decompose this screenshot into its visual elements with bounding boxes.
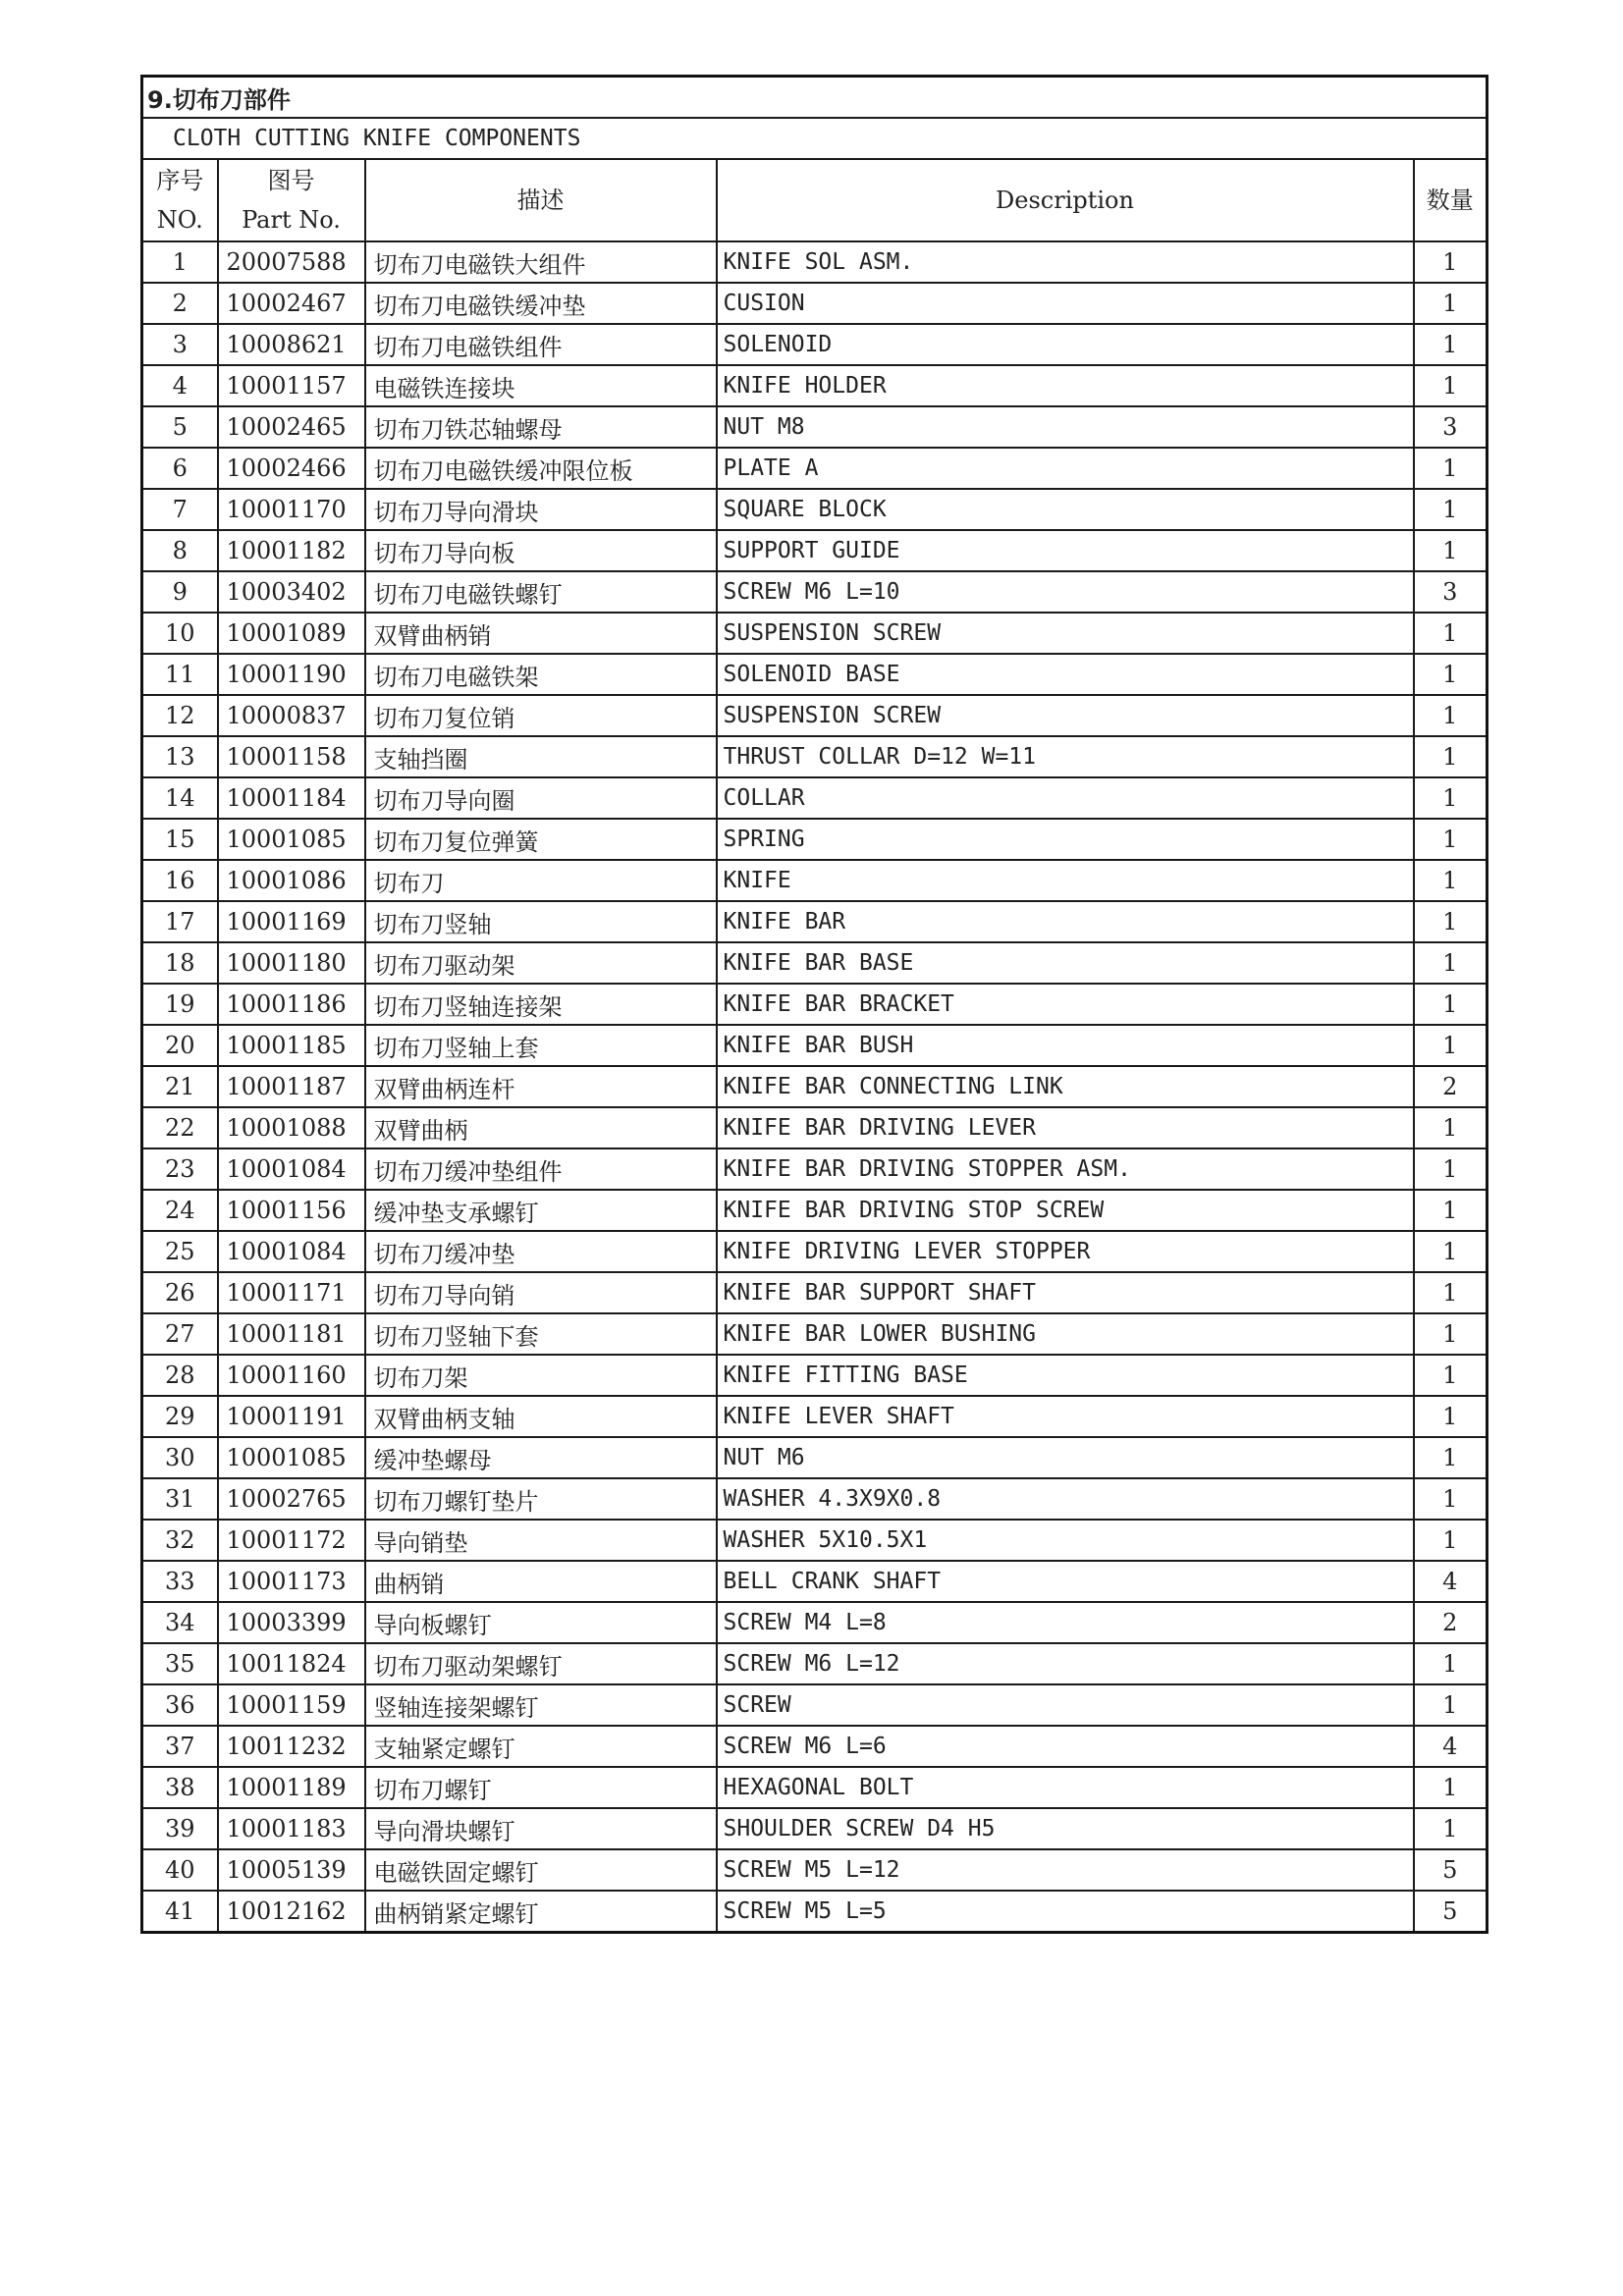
quantity: 1 (1414, 777, 1488, 819)
description-cn: 支轴紧定螺钉 (365, 1726, 717, 1767)
description-cn: 切布刀电磁铁组件 (365, 324, 717, 365)
row-number: 10 (142, 613, 218, 654)
row-number: 20 (142, 1025, 218, 1066)
description-en: KNIFE BAR BUSH (717, 1025, 1414, 1066)
part-number: 10001185 (218, 1025, 365, 1066)
description-en: KNIFE BAR DRIVING STOP SCREW (717, 1190, 1414, 1231)
row-number: 5 (142, 406, 218, 448)
table-row (142, 406, 1488, 448)
description-en: KNIFE BAR BRACKET (717, 984, 1414, 1025)
row-number: 15 (142, 819, 218, 860)
description-cn: 切布刀导向滑块 (365, 489, 717, 530)
description-en: KNIFE BAR SUPPORT SHAFT (717, 1272, 1414, 1313)
table-row (142, 1355, 1488, 1396)
section-title-row (142, 77, 1488, 119)
header-no (142, 159, 218, 241)
description-cn: 切布刀螺钉 (365, 1767, 717, 1808)
part-number: 10001089 (218, 613, 365, 654)
table-row (142, 448, 1488, 489)
description-cn: 切布刀电磁铁缓冲限位板 (365, 448, 717, 489)
part-number: 10001158 (218, 736, 365, 777)
row-number: 8 (142, 530, 218, 571)
row-number: 28 (142, 1355, 218, 1396)
row-number: 18 (142, 942, 218, 984)
parts-table (140, 75, 1488, 1934)
description-cn: 缓冲垫支承螺钉 (365, 1190, 717, 1231)
table-row (142, 365, 1488, 406)
table-row (142, 654, 1488, 695)
part-number: 10012162 (218, 1891, 365, 1933)
description-en: SCREW M5 L=5 (717, 1891, 1414, 1933)
quantity: 1 (1414, 695, 1488, 736)
quantity: 1 (1414, 942, 1488, 984)
row-number: 6 (142, 448, 218, 489)
quantity: 1 (1414, 365, 1488, 406)
table-row (142, 324, 1488, 365)
row-number: 13 (142, 736, 218, 777)
table-row (142, 1726, 1488, 1767)
description-cn: 双臂曲柄支轴 (365, 1396, 717, 1437)
description-en: NUT M8 (717, 406, 1414, 448)
row-number: 35 (142, 1643, 218, 1684)
quantity: 5 (1414, 1891, 1488, 1933)
quantity: 1 (1414, 1313, 1488, 1355)
header-no-en: NO. (156, 206, 203, 234)
part-number: 10001084 (218, 1231, 365, 1272)
part-number: 10001190 (218, 654, 365, 695)
part-number: 10003399 (218, 1602, 365, 1643)
quantity: 1 (1414, 1107, 1488, 1148)
description-en: SCREW M6 L=6 (717, 1726, 1414, 1767)
quantity: 1 (1414, 984, 1488, 1025)
row-number: 27 (142, 1313, 218, 1355)
quantity: 2 (1414, 1066, 1488, 1107)
row-number: 30 (142, 1437, 218, 1478)
row-number: 11 (142, 654, 218, 695)
table-row (142, 942, 1488, 984)
row-number: 33 (142, 1561, 218, 1602)
quantity: 1 (1414, 1272, 1488, 1313)
table-row (142, 1190, 1488, 1231)
description-cn: 导向销垫 (365, 1520, 717, 1561)
table-row (142, 1066, 1488, 1107)
row-number: 24 (142, 1190, 218, 1231)
part-number: 10000837 (218, 695, 365, 736)
quantity: 1 (1414, 654, 1488, 695)
table-row (142, 1107, 1488, 1148)
quantity: 1 (1414, 1231, 1488, 1272)
description-en: WASHER 5X10.5X1 (717, 1520, 1414, 1561)
part-number: 10002765 (218, 1478, 365, 1520)
table-row (142, 1808, 1488, 1849)
section-title: 9.切布刀部件 (142, 77, 1488, 119)
part-number: 10001172 (218, 1520, 365, 1561)
row-number: 36 (142, 1684, 218, 1726)
description-cn: 曲柄销 (365, 1561, 717, 1602)
part-number: 10001085 (218, 1437, 365, 1478)
description-cn: 切布刀驱动架 (365, 942, 717, 984)
quantity: 3 (1414, 571, 1488, 613)
part-number: 10011232 (218, 1726, 365, 1767)
quantity: 1 (1414, 860, 1488, 901)
part-number: 10003402 (218, 571, 365, 613)
description-en: SQUARE BLOCK (717, 489, 1414, 530)
description-en: SOLENOID (717, 324, 1414, 365)
description-cn: 切布刀架 (365, 1355, 717, 1396)
table-row (142, 530, 1488, 571)
quantity: 1 (1414, 489, 1488, 530)
quantity: 1 (1414, 1478, 1488, 1520)
description-cn: 切布刀导向圈 (365, 777, 717, 819)
column-header-row (142, 159, 1488, 241)
part-number: 10001160 (218, 1355, 365, 1396)
quantity: 1 (1414, 1808, 1488, 1849)
description-cn: 双臂曲柄 (365, 1107, 717, 1148)
description-en: SOLENOID BASE (717, 654, 1414, 695)
part-number: 10001084 (218, 1148, 365, 1190)
header-part (218, 159, 365, 241)
quantity: 1 (1414, 448, 1488, 489)
part-number: 10002467 (218, 283, 365, 324)
row-number: 3 (142, 324, 218, 365)
description-cn: 切布刀导向销 (365, 1272, 717, 1313)
part-number: 10001156 (218, 1190, 365, 1231)
description-en: KNIFE SOL ASM. (717, 241, 1414, 283)
table-row (142, 819, 1488, 860)
part-number: 20007588 (218, 241, 365, 283)
part-number: 10001187 (218, 1066, 365, 1107)
table-row (142, 1520, 1488, 1561)
part-number: 10001086 (218, 860, 365, 901)
part-number: 10001173 (218, 1561, 365, 1602)
description-cn: 切布刀铁芯轴螺母 (365, 406, 717, 448)
table-row (142, 777, 1488, 819)
description-en: KNIFE BAR LOWER BUSHING (717, 1313, 1414, 1355)
description-en: SCREW (717, 1684, 1414, 1726)
table-row (142, 695, 1488, 736)
table-row (142, 1231, 1488, 1272)
description-en: NUT M6 (717, 1437, 1414, 1478)
header-qty: 数量 (1414, 159, 1488, 241)
part-number: 10001088 (218, 1107, 365, 1148)
table-row (142, 1602, 1488, 1643)
quantity: 1 (1414, 901, 1488, 942)
part-number: 10008621 (218, 324, 365, 365)
description-en: KNIFE (717, 860, 1414, 901)
description-en: THRUST COLLAR D=12 W=11 (717, 736, 1414, 777)
row-number: 1 (142, 241, 218, 283)
table-row (142, 984, 1488, 1025)
part-number: 10001157 (218, 365, 365, 406)
description-cn: 切布刀竖轴上套 (365, 1025, 717, 1066)
part-number: 10001191 (218, 1396, 365, 1437)
table-row (142, 1849, 1488, 1891)
row-number: 31 (142, 1478, 218, 1520)
description-en: HEXAGONAL BOLT (717, 1767, 1414, 1808)
part-number: 10002465 (218, 406, 365, 448)
description-en: KNIFE FITTING BASE (717, 1355, 1414, 1396)
description-en: KNIFE HOLDER (717, 365, 1414, 406)
part-number: 10001184 (218, 777, 365, 819)
row-number: 22 (142, 1107, 218, 1148)
row-number: 34 (142, 1602, 218, 1643)
row-number: 38 (142, 1767, 218, 1808)
row-number: 4 (142, 365, 218, 406)
description-cn: 导向板螺钉 (365, 1602, 717, 1643)
description-cn: 切布刀导向板 (365, 530, 717, 571)
description-en: COLLAR (717, 777, 1414, 819)
description-en: SCREW M6 L=10 (717, 571, 1414, 613)
row-number: 40 (142, 1849, 218, 1891)
table-row (142, 1396, 1488, 1437)
description-cn: 支轴挡圈 (365, 736, 717, 777)
description-en: SCREW M6 L=12 (717, 1643, 1414, 1684)
row-number: 32 (142, 1520, 218, 1561)
description-cn: 切布刀竖轴下套 (365, 1313, 717, 1355)
quantity: 1 (1414, 613, 1488, 654)
part-number: 10001181 (218, 1313, 365, 1355)
description-en: SUSPENSION SCREW (717, 695, 1414, 736)
part-number: 10005139 (218, 1849, 365, 1891)
part-number: 10001171 (218, 1272, 365, 1313)
quantity: 1 (1414, 736, 1488, 777)
row-number: 9 (142, 571, 218, 613)
row-number: 26 (142, 1272, 218, 1313)
part-number: 10001159 (218, 1684, 365, 1726)
header-desc-en: Description (717, 159, 1414, 241)
row-number: 29 (142, 1396, 218, 1437)
table-row (142, 1561, 1488, 1602)
description-cn: 切布刀电磁铁缓冲垫 (365, 283, 717, 324)
row-number: 25 (142, 1231, 218, 1272)
table-row (142, 1148, 1488, 1190)
section-subtitle: CLOTH CUTTING KNIFE COMPONENTS (142, 118, 1488, 159)
part-number: 10001180 (218, 942, 365, 984)
description-cn: 切布刀缓冲垫组件 (365, 1148, 717, 1190)
quantity: 1 (1414, 283, 1488, 324)
quantity: 1 (1414, 1025, 1488, 1066)
description-cn: 切布刀 (365, 860, 717, 901)
quantity: 1 (1414, 1437, 1488, 1478)
description-cn: 切布刀复位销 (365, 695, 717, 736)
row-number: 14 (142, 777, 218, 819)
quantity: 1 (1414, 1355, 1488, 1396)
description-en: CUSION (717, 283, 1414, 324)
table-row (142, 1437, 1488, 1478)
row-number: 23 (142, 1148, 218, 1190)
row-number: 21 (142, 1066, 218, 1107)
description-cn: 切布刀缓冲垫 (365, 1231, 717, 1272)
description-cn: 切布刀复位弹簧 (365, 819, 717, 860)
table-row (142, 571, 1488, 613)
table-row (142, 1684, 1488, 1726)
table-row (142, 1643, 1488, 1684)
description-en: KNIFE BAR DRIVING STOPPER ASM. (717, 1148, 1414, 1190)
quantity: 1 (1414, 1190, 1488, 1231)
row-number: 12 (142, 695, 218, 736)
description-cn: 电磁铁连接块 (365, 365, 717, 406)
table-row (142, 489, 1488, 530)
description-cn: 竖轴连接架螺钉 (365, 1684, 717, 1726)
description-cn: 切布刀竖轴连接架 (365, 984, 717, 1025)
description-en: BELL CRANK SHAFT (717, 1561, 1414, 1602)
description-en: KNIFE BAR BASE (717, 942, 1414, 984)
description-en: KNIFE DRIVING LEVER STOPPER (717, 1231, 1414, 1272)
description-cn: 切布刀电磁铁大组件 (365, 241, 717, 283)
part-number: 10001170 (218, 489, 365, 530)
description-en: SUSPENSION SCREW (717, 613, 1414, 654)
parts-table-body (142, 241, 1488, 1933)
row-number: 16 (142, 860, 218, 901)
table-row (142, 860, 1488, 901)
description-cn: 双臂曲柄连杆 (365, 1066, 717, 1107)
part-number: 10002466 (218, 448, 365, 489)
table-row (142, 1272, 1488, 1313)
part-number: 10001183 (218, 1808, 365, 1849)
part-number: 10001182 (218, 530, 365, 571)
description-en: SCREW M4 L=8 (717, 1602, 1414, 1643)
quantity: 1 (1414, 1643, 1488, 1684)
quantity: 1 (1414, 1684, 1488, 1726)
description-cn: 双臂曲柄销 (365, 613, 717, 654)
description-en: SPRING (717, 819, 1414, 860)
header-part-cn: 图号 (267, 167, 315, 194)
description-en: WASHER 4.3X9X0.8 (717, 1478, 1414, 1520)
row-number: 41 (142, 1891, 218, 1933)
part-number: 10001189 (218, 1767, 365, 1808)
description-cn: 切布刀竖轴 (365, 901, 717, 942)
section-subtitle-row (142, 118, 1488, 159)
table-row (142, 283, 1488, 324)
table-row (142, 1313, 1488, 1355)
quantity: 1 (1414, 1148, 1488, 1190)
description-en: SHOULDER SCREW D4 H5 (717, 1808, 1414, 1849)
table-row (142, 1025, 1488, 1066)
quantity: 1 (1414, 530, 1488, 571)
quantity: 2 (1414, 1602, 1488, 1643)
description-en: KNIFE BAR (717, 901, 1414, 942)
row-number: 37 (142, 1726, 218, 1767)
quantity: 1 (1414, 241, 1488, 283)
description-en: SUPPORT GUIDE (717, 530, 1414, 571)
row-number: 17 (142, 901, 218, 942)
table-row (142, 901, 1488, 942)
table-row (142, 1478, 1488, 1520)
quantity: 1 (1414, 819, 1488, 860)
description-en: PLATE A (717, 448, 1414, 489)
quantity: 1 (1414, 324, 1488, 365)
quantity: 1 (1414, 1396, 1488, 1437)
row-number: 19 (142, 984, 218, 1025)
row-number: 39 (142, 1808, 218, 1849)
description-cn: 缓冲垫螺母 (365, 1437, 717, 1478)
row-number: 7 (142, 489, 218, 530)
quantity: 3 (1414, 406, 1488, 448)
table-row (142, 613, 1488, 654)
part-number: 10011824 (218, 1643, 365, 1684)
table-row (142, 1891, 1488, 1933)
description-cn: 切布刀驱动架螺钉 (365, 1643, 717, 1684)
quantity: 5 (1414, 1849, 1488, 1891)
description-cn: 切布刀电磁铁架 (365, 654, 717, 695)
description-en: SCREW M5 L=12 (717, 1849, 1414, 1891)
quantity: 4 (1414, 1726, 1488, 1767)
description-cn: 电磁铁固定螺钉 (365, 1849, 717, 1891)
table-row (142, 736, 1488, 777)
quantity: 4 (1414, 1561, 1488, 1602)
row-number: 2 (142, 283, 218, 324)
header-desc-cn: 描述 (365, 159, 717, 241)
header-no-cn: 序号 (156, 167, 204, 194)
part-number: 10001085 (218, 819, 365, 860)
table-row (142, 1767, 1488, 1808)
description-en: KNIFE BAR CONNECTING LINK (717, 1066, 1414, 1107)
description-cn: 切布刀电磁铁螺钉 (365, 571, 717, 613)
description-cn: 导向滑块螺钉 (365, 1808, 717, 1849)
header-part-en: Part No. (242, 206, 341, 234)
description-cn: 曲柄销紧定螺钉 (365, 1891, 717, 1933)
quantity: 1 (1414, 1767, 1488, 1808)
description-en: KNIFE LEVER SHAFT (717, 1396, 1414, 1437)
description-en: KNIFE BAR DRIVING LEVER (717, 1107, 1414, 1148)
part-number: 10001186 (218, 984, 365, 1025)
quantity: 1 (1414, 1520, 1488, 1561)
part-number: 10001169 (218, 901, 365, 942)
description-cn: 切布刀螺钉垫片 (365, 1478, 717, 1520)
table-row (142, 241, 1488, 283)
